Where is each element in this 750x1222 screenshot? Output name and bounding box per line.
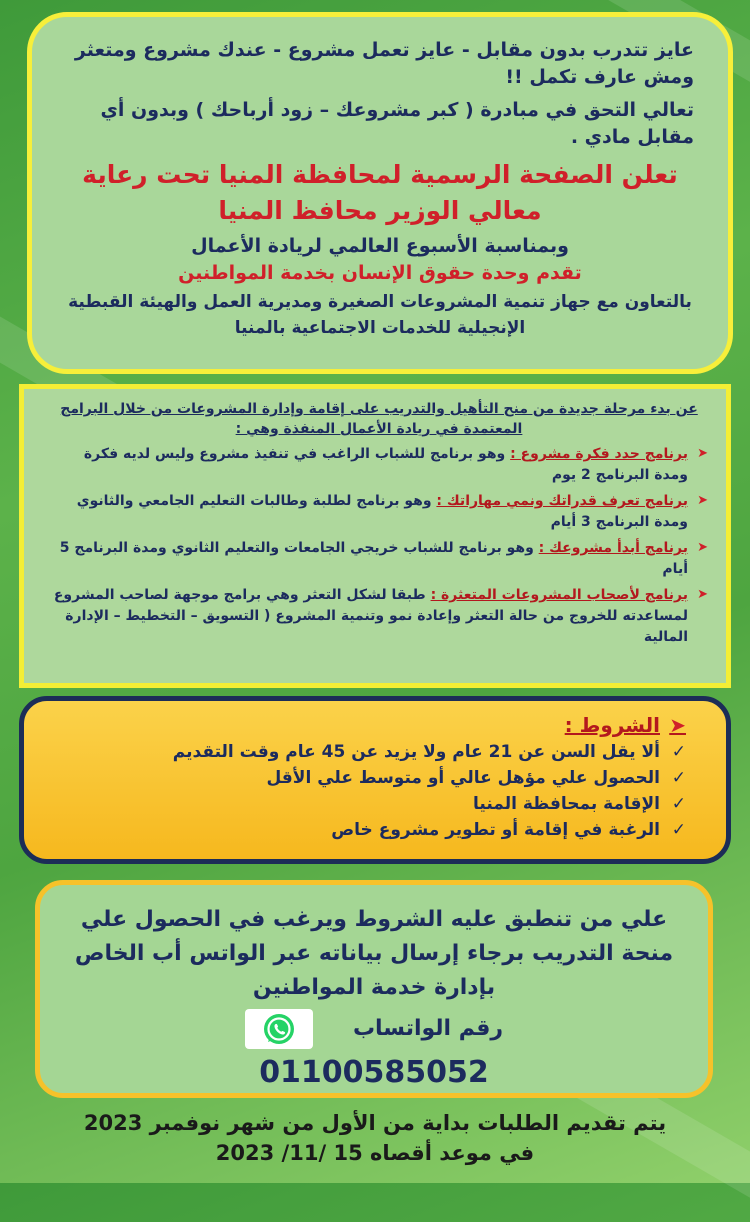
arrow-bullet-icon: ➤	[669, 713, 686, 737]
whatsapp-phone-number[interactable]: 01100585052	[259, 1055, 489, 1090]
intro-panel	[27, 12, 733, 374]
checkmark-icon: ✓	[671, 768, 686, 788]
program-title: برنامج أبدأ مشروعك :	[538, 540, 688, 556]
checkmark-icon: ✓	[671, 794, 686, 814]
arrow-bullet-icon: ➤	[697, 446, 708, 461]
program-description: وهو برنامج للشباب خريجي الجامعات والتعليم الثانوي ومدة البرنامج 5 أيام	[59, 540, 688, 577]
condition-text: ألا يقل السن عن 21 عام ولا يزيد عن 45 عام وقت التقديم	[172, 742, 660, 762]
checkmark-icon: ✓	[671, 742, 686, 762]
program-description: طبقا لشكل التعثر وهي برامج موجهة لصاحب المشروع لمساعدته للخروج من حالة التعثر وإعادة نمو وتنمية المشروع ( التسويق – التخطيط – الإدارة المالية	[53, 587, 688, 645]
program-item	[50, 491, 708, 533]
condition-text: الرغبة في إقامة أو تطوير مشروع خاص	[331, 820, 660, 840]
program-title: برنامج تعرف قدراتك ونمي مهاراتك :	[436, 493, 688, 509]
arrow-bullet-icon: ➤	[697, 540, 708, 555]
condition-item	[64, 791, 686, 817]
intro-question: عايز تتدرب بدون مقابل - عايز تعمل مشروع - عندك مشروع ومتعثر ومش عارف تكمل !!	[74, 39, 694, 88]
conditions-panel	[19, 696, 731, 864]
initiative-invitation: تعالي التحق في مبادرة ( كبر مشروعك – زود أرباحك ) وبدون أي مقابل مادي .	[100, 99, 694, 148]
contact-instruction-line: بإدارة خدمة المواطنين	[252, 975, 496, 1000]
condition-item	[64, 817, 686, 843]
occasion-text: وبمناسبة الأسبوع العالمي لريادة الأعمال	[191, 235, 569, 257]
conditions-title: الشروط :	[564, 713, 660, 737]
condition-item	[64, 765, 686, 791]
program-item	[50, 538, 708, 580]
unit-text: تقدم وحدة حقوق الإنسان بخدمة المواطنين	[178, 262, 582, 284]
condition-item	[64, 739, 686, 765]
whatsapp-row	[70, 1009, 678, 1049]
condition-text: الحصول علي مؤهل عالي أو متوسط علي الأقل	[266, 768, 660, 788]
cooperation-text: بالتعاون مع جهاز تنمية المشروعات الصغيرة ومديرية العمل والهيئة القبطية الإنجيلية للخدمات الاجتماعية بالمنيا	[68, 292, 692, 338]
checkmark-icon: ✓	[671, 820, 686, 840]
program-item	[50, 444, 708, 486]
submission-deadline-text: في موعد أقصاه 15 /11/ 2023	[215, 1141, 535, 1165]
program-description: وهو برنامج لطلبة وطالبات التعليم الجامعي والثانوي ومدة البرنامج 3 أيام	[76, 493, 688, 530]
program-description: وهو برنامج للشباب الراغب في تنفيذ مشروع وليس لديه فكرة ومدة البرنامج 2 يوم	[83, 446, 688, 483]
contact-panel	[35, 880, 713, 1098]
programs-heading: عن بدء مرحلة جديدة من منح التأهيل والتدريب على إقامة وإدارة المشروعات من خلال البرامج المعتمدة في ريادة الأعمال المنفذة وهي :	[60, 401, 698, 437]
contact-instruction-line: علي من تنطبق عليه الشروط ويرغب في الحصول علي	[80, 907, 668, 932]
arrow-bullet-icon: ➤	[697, 493, 708, 508]
program-item	[50, 585, 708, 648]
whatsapp-label: رقم الواتساب	[352, 1016, 504, 1041]
program-title: برنامج حدد فكرة مشروع :	[510, 446, 688, 462]
whatsapp-icon[interactable]	[245, 1009, 313, 1049]
submission-start-text: يتم تقديم الطلبات بداية من الأول من شهر نوفمبر 2023	[83, 1111, 667, 1135]
announcement-headline: تعلن الصفحة الرسمية لمحافظة المنيا تحت رعاية معالي الوزير محافظ المنيا	[82, 160, 678, 225]
program-title: برنامج لأصحاب المشروعات المتعثرة :	[430, 587, 688, 603]
conditions-title-row	[64, 711, 686, 739]
condition-text: الإقامة بمحافظة المنيا	[473, 794, 660, 814]
arrow-bullet-icon: ➤	[697, 587, 708, 602]
contact-instruction-line: منحة التدريب برجاء إرسال بياناته عبر الواتس أب الخاص	[74, 941, 674, 966]
programs-panel	[19, 384, 731, 688]
submission-footer	[0, 1108, 750, 1168]
